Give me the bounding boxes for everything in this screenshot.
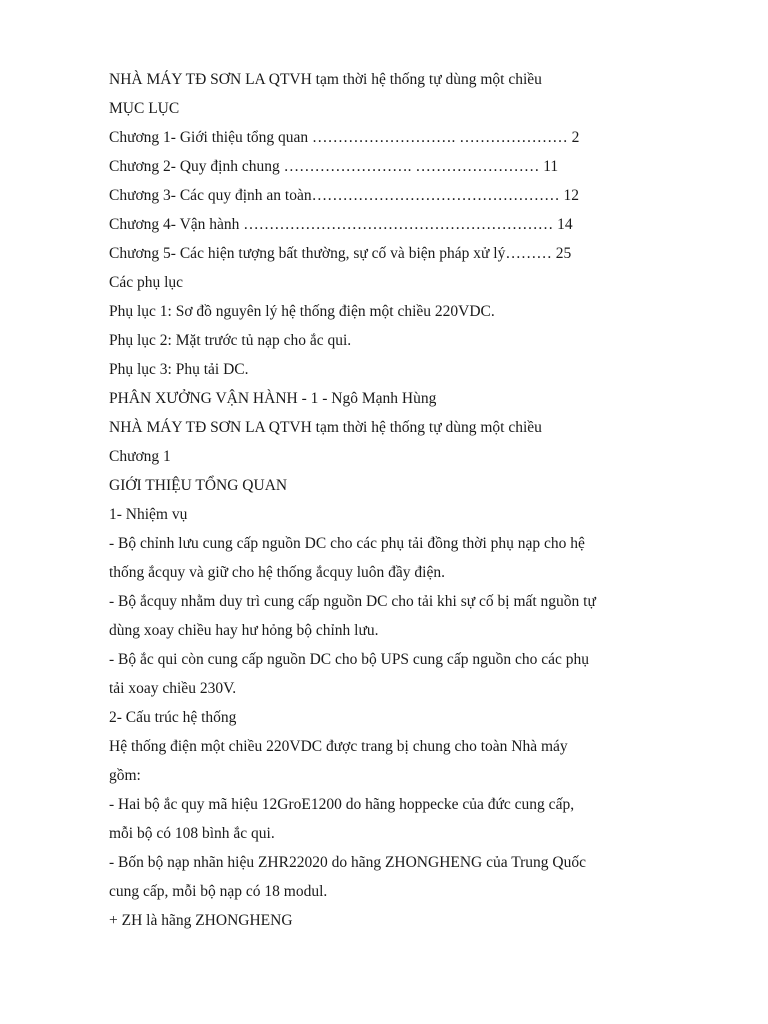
paragraph-line: + ZH là hãng ZHONGHENG bbox=[109, 912, 293, 929]
toc-entry-chapter-2: Chương 2- Quy định chung ……………………. …………………… 11 bbox=[109, 158, 559, 175]
toc-heading: MỤC LỤC bbox=[109, 100, 180, 117]
paragraph-line: mỗi bộ có 108 bình ắc qui. bbox=[109, 825, 275, 842]
paragraph-line: - Hai bộ ắc quy mã hiệu 12GroE1200 do hãng hoppecke của đức cung cấp, bbox=[109, 796, 575, 813]
paragraph-line: - Bộ chỉnh lưu cung cấp nguồn DC cho các phụ tải đồng thời phụ nạp cho hệ bbox=[109, 535, 585, 552]
header-line-2: NHÀ MÁY TĐ SƠN LA QTVH tạm thời hệ thống tự dùng một chiều bbox=[109, 419, 542, 436]
appendix-3: Phụ lục 3: Phụ tải DC. bbox=[109, 361, 249, 378]
appendix-2: Phụ lục 2: Mặt trước tủ nạp cho ắc qui. bbox=[109, 332, 352, 349]
toc-entry-chapter-5: Chương 5- Các hiện tượng bất thường, sự cố và biện pháp xử lý……… 25 bbox=[109, 245, 572, 262]
paragraph-line: thống ắcquy và giữ cho hệ thống ắcquy luôn đầy điện. bbox=[109, 564, 445, 581]
header-line: NHÀ MÁY TĐ SƠN LA QTVH tạm thời hệ thống tự dùng một chiều bbox=[109, 71, 542, 88]
paragraph-line: tải xoay chiều 230V. bbox=[109, 680, 237, 697]
chapter-title: GIỚI THIỆU TỔNG QUAN bbox=[109, 477, 288, 494]
paragraph-line: gồm: bbox=[109, 767, 141, 784]
paragraph-line: - Bộ ắcquy nhằm duy trì cung cấp nguồn DC cho tải khi sự cố bị mất nguồn tự bbox=[109, 593, 596, 610]
document-body bbox=[109, 65, 669, 935]
paragraph-line: cung cấp, mỗi bộ nạp có 18 modul. bbox=[109, 883, 328, 900]
paragraph-line: Hệ thống điện một chiều 220VDC được trang bị chung cho toàn Nhà máy bbox=[109, 738, 568, 755]
toc-entry-chapter-1: Chương 1- Giới thiệu tổng quan ………………………. ………………… 2 bbox=[109, 129, 580, 146]
toc-entry-chapter-4: Chương 4- Vận hành …………………………………………………… 14 bbox=[109, 216, 573, 233]
paragraph-line: - Bộ ắc qui còn cung cấp nguồn DC cho bộ UPS cung cấp nguồn cho các phụ bbox=[109, 651, 589, 668]
section-heading-1: 1- Nhiệm vụ bbox=[109, 506, 188, 523]
appendix-heading: Các phụ lục bbox=[109, 274, 184, 291]
chapter-label: Chương 1 bbox=[109, 448, 171, 465]
appendix-1: Phụ lục 1: Sơ đồ nguyên lý hệ thống điện một chiều 220VDC. bbox=[109, 303, 495, 320]
paragraph-line: dùng xoay chiều hay hư hỏng bộ chỉnh lưu. bbox=[109, 622, 379, 639]
toc-entry-chapter-3: Chương 3- Các quy định an toàn………………………………………… 12 bbox=[109, 187, 579, 204]
footer-line: PHÂN XƯỞNG VẬN HÀNH - 1 - Ngô Mạnh Hùng bbox=[109, 390, 437, 407]
paragraph-line: - Bốn bộ nạp nhãn hiệu ZHR22020 do hãng ZHONGHENG của Trung Quốc bbox=[109, 854, 587, 871]
section-heading-2: 2- Cấu trúc hệ thống bbox=[109, 709, 237, 726]
